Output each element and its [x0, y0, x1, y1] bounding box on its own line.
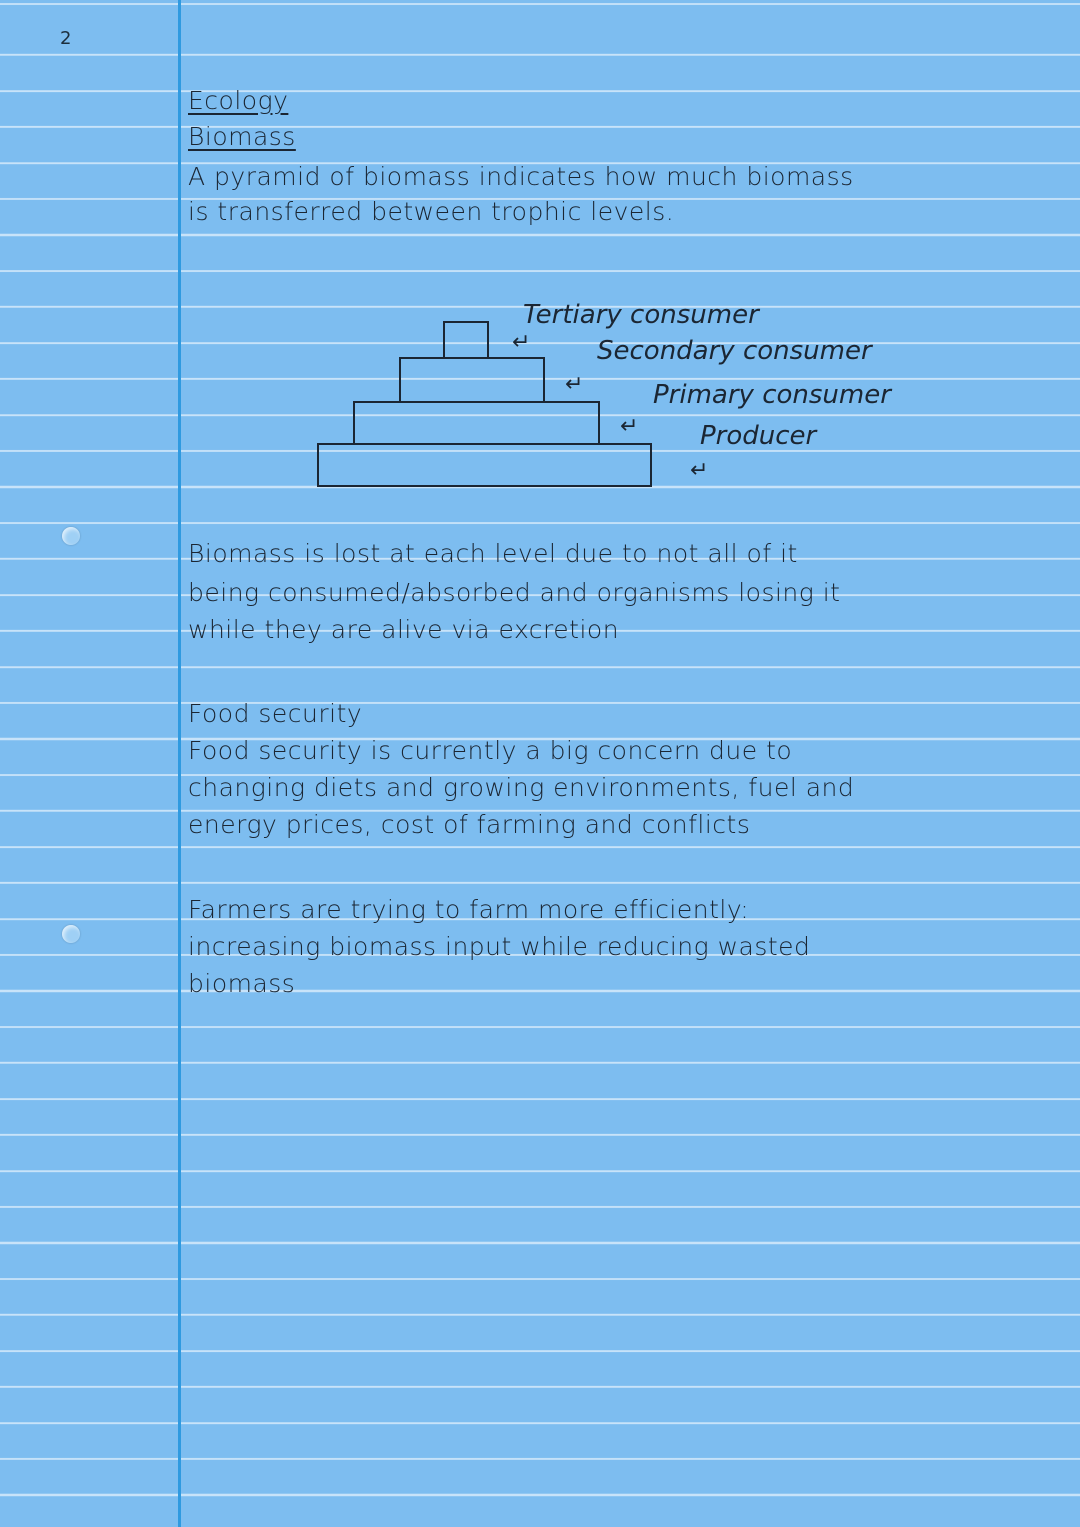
- farmers-line-1: Farmers are trying to farm more efficiently:: [188, 895, 750, 924]
- pyramid-layer-tertiary: [443, 321, 489, 359]
- arrow-tertiary: ↵: [512, 330, 531, 355]
- pyramid-layer-primary: [353, 401, 600, 445]
- food-security-line-2: changing diets and growing environments, fuel and: [188, 773, 855, 802]
- pyramid-layer-producer: [317, 443, 652, 487]
- intro-line-1: A pyramid of biomass indicates how much biomass: [188, 162, 854, 191]
- intro-line-2: is transferred between trophic levels.: [188, 197, 675, 226]
- heading-biomass: Biomass: [188, 122, 296, 151]
- food-security-line-1: Food security is currently a big concern due to: [188, 736, 793, 765]
- label-primary-consumer: Primary consumer: [653, 380, 891, 410]
- pyramid-layer-secondary: [399, 357, 545, 403]
- page-number: 2: [60, 28, 72, 49]
- label-secondary-consumer: Secondary consumer: [597, 336, 872, 366]
- binder-hole: [62, 925, 80, 943]
- label-producer: Producer: [700, 421, 817, 451]
- food-security-line-3: energy prices, cost of farming and conflicts: [188, 810, 751, 839]
- farmers-line-2: increasing biomass input while reducing wasted: [188, 932, 811, 961]
- arrow-producer: ↵: [690, 458, 709, 483]
- biomass-loss-line-3: while they are alive via excretion: [188, 615, 620, 644]
- biomass-loss-line-1: Biomass is lost at each level due to not all of it: [188, 539, 798, 568]
- biomass-loss-line-2: being consumed/absorbed and organisms losing it: [188, 578, 841, 607]
- label-tertiary-consumer: Tertiary consumer: [523, 300, 759, 330]
- margin-line: [178, 0, 181, 1527]
- binder-hole: [62, 527, 80, 545]
- heading-ecology: Ecology: [188, 86, 289, 115]
- arrow-secondary: ↵: [565, 372, 584, 397]
- arrow-primary: ↵: [620, 414, 639, 439]
- food-security-heading: Food security: [188, 699, 363, 728]
- farmers-line-3: biomass: [188, 969, 296, 998]
